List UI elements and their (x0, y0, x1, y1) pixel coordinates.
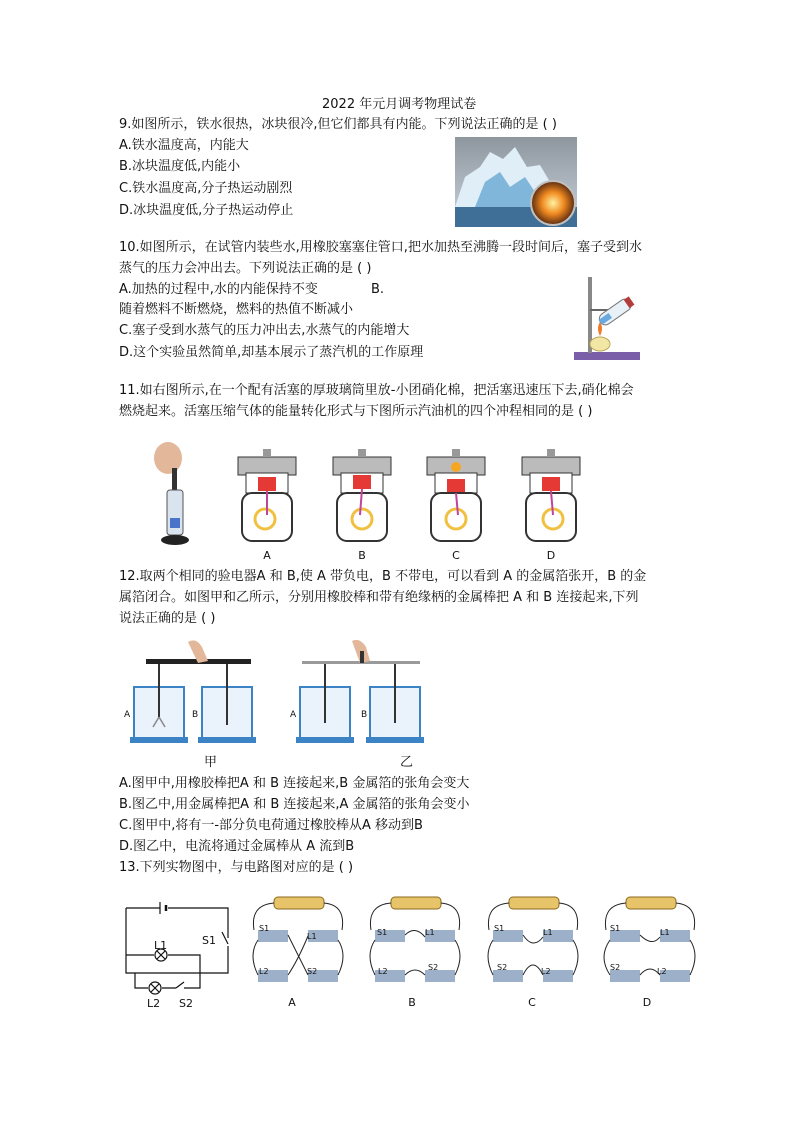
q10-option-a: A.加热的过程中,水的内能保持不变 (119, 282, 318, 297)
q13-option-d: D (642, 996, 652, 1009)
q12-option-d: D.图乙中，电流将通过金属棒从 A 流到B (119, 839, 355, 854)
q13-board-c-l1: L1 (543, 928, 553, 937)
q13-board-c-s1: S1 (494, 924, 505, 933)
q12-jia-label-a: A (124, 710, 131, 720)
q12-stem-line2: 属箔闭合。如图甲和乙所示，分别用橡胶棒和带有绝缘柄的金属棒把 A 和 B 连接起来,下列 (119, 590, 639, 605)
q11-stem-line1: 11.如右图所示,在一个配有活塞的厚玻璃筒里放-小团硝化棉，把活塞迅速压下去,硝化棉会 (119, 383, 634, 398)
q11-label-c: C (452, 549, 460, 562)
q9-stem: 9.如图所示，铁水很热，冰块很冷,但它们都具有内能。下列说法正确的是 ( ) (119, 117, 557, 132)
q13-board-d-l2: L2 (657, 967, 667, 976)
q11-label-d: D (546, 549, 556, 562)
q11-stem-line2: 燃烧起来。活塞压缩气体的能量转化形式与下图所示汽油机的四个冲程相同的是 ( ) (119, 404, 593, 419)
q10-option-b: 随着燃料不断燃烧，燃料的热值不断减小 (119, 302, 354, 317)
q13-board-b-s1: S1 (377, 928, 388, 937)
q9-option-c: C.铁水温度高,分子热运动剧烈 (119, 181, 293, 196)
q13-board-a-l2: L2 (259, 967, 269, 976)
q9-option-b: B.冰块温度低,内能小 (119, 159, 241, 174)
q13-board-a-s2: S2 (307, 967, 318, 976)
q13-board-a-s1: S1 (259, 924, 270, 933)
q12-figure-jia (118, 637, 273, 747)
q13-board-b-s2: S2 (428, 963, 439, 972)
q12-option-c: C.图甲中,将有一-部分负电荷通过橡胶棒从A 移动到B (119, 818, 423, 833)
page-title: 2022 年元月调考物理试卷 (322, 97, 477, 112)
q11-label-b: B (358, 549, 366, 562)
q10-option-d: D.这个实验虽然简单,却基本展示了蒸汽机的工作原理 (119, 345, 424, 360)
q9-iron-ice-photo (455, 137, 577, 227)
q10-option-b-label: B. (371, 282, 385, 297)
q13-option-b: B (408, 996, 416, 1009)
q13-board-a-l1: L1 (307, 932, 317, 941)
q13-board-c-l2: L2 (541, 967, 551, 976)
q10-stem-line2: 蒸气的压力会冲出去。下列说法正确的是 ( ) (119, 261, 372, 276)
q12-yi-label-a: A (290, 710, 297, 720)
q13-board-d-s2: S2 (610, 963, 621, 972)
q13-circuit-l2: L2 (147, 997, 161, 1010)
q11-engine-stroke-a (232, 447, 302, 547)
q13-board-d-l1: L1 (660, 928, 670, 937)
q12-yi-label-b: B (361, 710, 368, 720)
q11-engine-stroke-d (516, 447, 586, 547)
q13-board-b-l1: L1 (425, 928, 435, 937)
q13-board-d-s1: S1 (610, 924, 621, 933)
q12-fig-label-jia: 甲 (204, 755, 218, 770)
q11-label-a: A (263, 549, 271, 562)
q13-stem: 13.下列实物图中，与电路图对应的是 ( ) (119, 860, 354, 875)
q12-jia-label-b: B (192, 710, 199, 720)
q12-option-b: B.图乙中,用金属棒把A 和 B 连接起来,A 金属箔的张角会变小 (119, 797, 470, 812)
q12-fig-label-yi: 乙 (400, 755, 414, 770)
q10-test-tube-apparatus (570, 272, 645, 362)
q10-option-c: C.塞子受到水蒸气的压力冲出去,水蒸气的内能增大 (119, 323, 410, 338)
q11-engine-stroke-b (327, 447, 397, 547)
q10-stem-line1: 10.如图所示，在试管内装些水,用橡胶塞塞住管口,把水加热至沸腾一段时间后，塞子受到水 (119, 240, 642, 255)
q13-circuit-s1: S1 (202, 934, 216, 947)
q13-option-a: A (288, 996, 296, 1009)
q9-option-d: D.冰块温度低,分子热运动停止 (119, 203, 294, 218)
q13-circuit-l1: L1 (154, 939, 168, 952)
q12-option-a: A.图甲中,用橡胶棒把A 和 B 连接起来,B 金属箔的张角会变大 (119, 776, 470, 791)
q13-board-c-s2: S2 (497, 963, 508, 972)
q13-circuit-s2: S2 (179, 997, 193, 1010)
q12-stem-line3: 说法正确的是 ( ) (119, 611, 216, 626)
q13-option-c: C (528, 996, 536, 1009)
q9-option-a: A.铁水温度高，内能大 (119, 138, 249, 153)
q12-figure-yi (290, 637, 430, 747)
q12-stem-line1: 12.取两个相同的验电器A 和 B,使 A 带负电，B 不带电，可以看到 A 的金属箔张开，B 的金 (119, 569, 647, 584)
q13-board-b-l2: L2 (378, 967, 388, 976)
q11-engine-stroke-c (421, 447, 491, 547)
q11-piston-cylinder-photo (152, 440, 197, 550)
